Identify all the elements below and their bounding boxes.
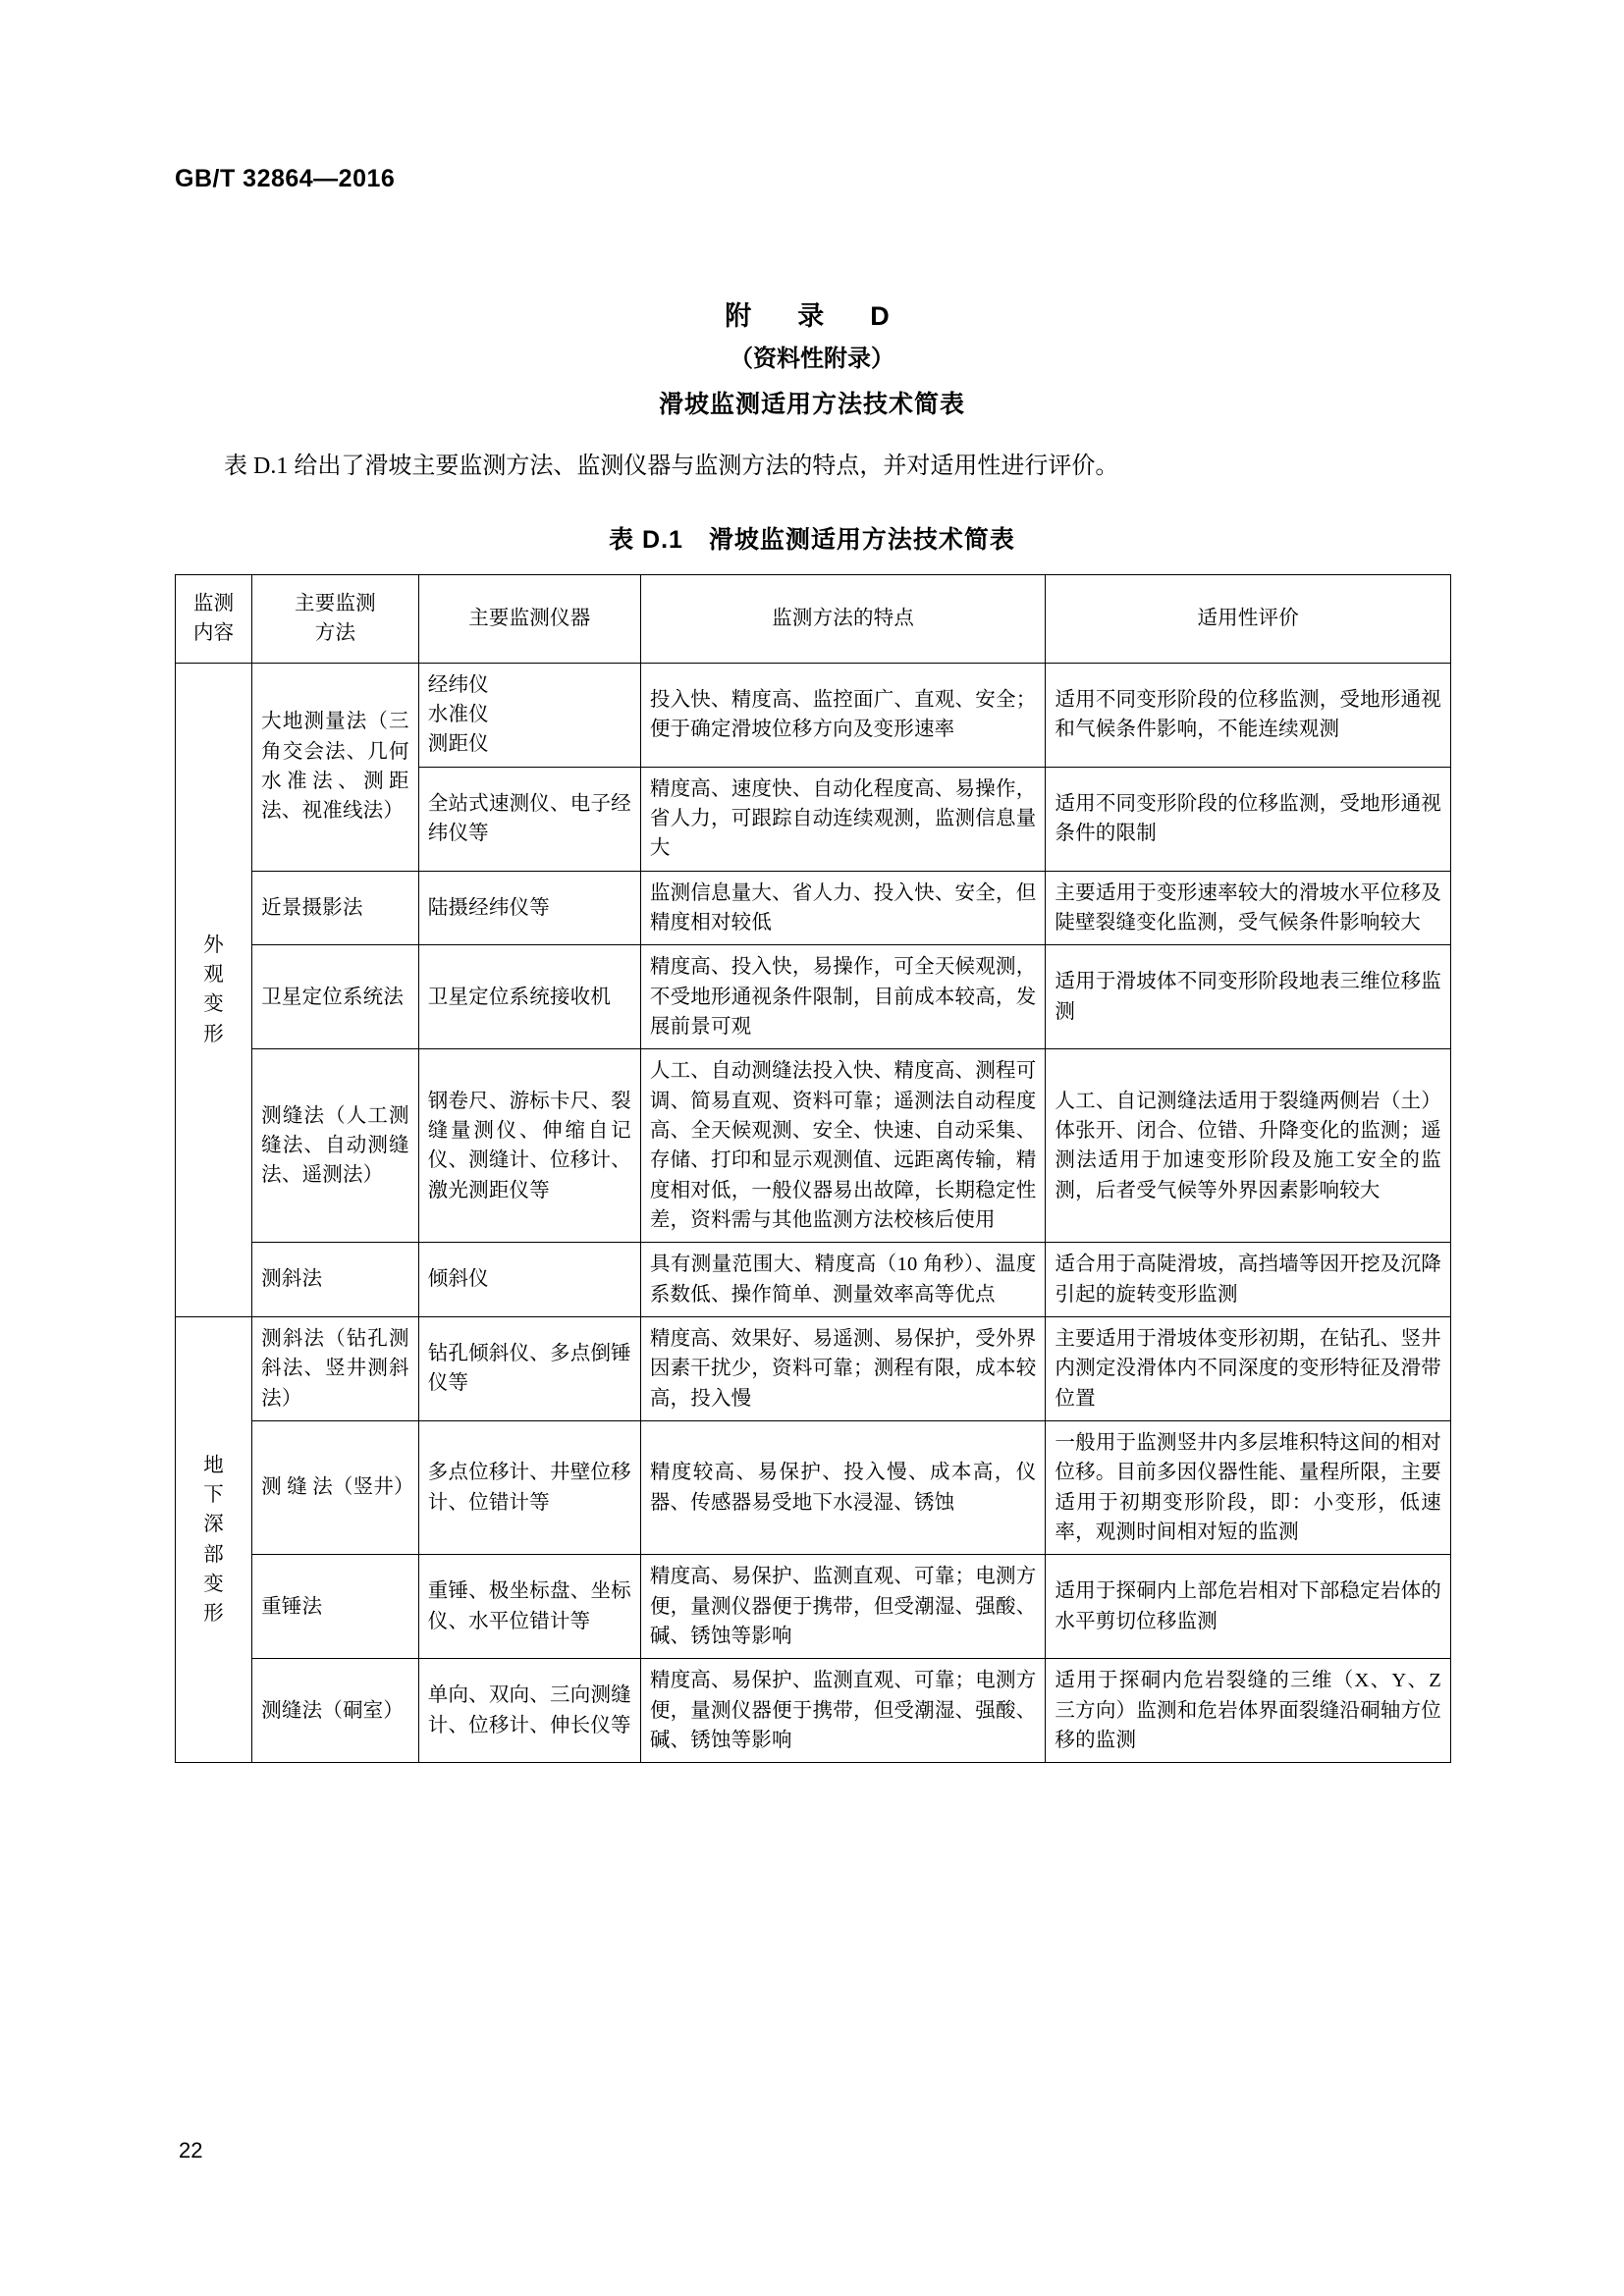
cell-method: 近景摄影法 xyxy=(252,871,419,945)
cell-feature: 精度高、效果好、易遥测、易保护，受外界因素干扰少，资料可靠；测程有限，成本较高，投入慢 xyxy=(640,1316,1046,1420)
table-row xyxy=(176,1420,1451,1554)
cell-feature: 人工、自动测缝法投入快、精度高、测程可调、简易直观、资料可靠；遥测法自动程度高、全天候观测、安全、快速、自动采集、存储、打印和显示观测值、远距离传输，精度相对低，一般仪器易出故障，长期稳定性差，资料需与其他监测方法校核后使用 xyxy=(640,1049,1046,1243)
cell-evaluation: 人工、自记测缝法适用于裂缝两侧岩（土）体张开、闭合、位错、升降变化的监测；遥测法适用于加速变形阶段及施工安全的监测，后者受气候等外界因素影响较大 xyxy=(1046,1049,1451,1243)
cell-instrument: 陆摄经纬仪等 xyxy=(418,871,640,945)
monitoring-methods-table xyxy=(175,574,1451,1763)
group-label-char-5: 变 xyxy=(203,1573,224,1595)
cell-instrument: 倾斜仪 xyxy=(418,1243,640,1317)
cell-method: 大地测量法（三角交会法、几何水准法、测距法、视准线法） xyxy=(252,663,419,871)
cell-evaluation: 适用于探硐内上部危岩相对下部稳定岩体的水平剪切位移监测 xyxy=(1046,1555,1451,1659)
group-label-char-1: 地 xyxy=(203,1454,224,1476)
group-label-underground-deformation xyxy=(176,1316,252,1762)
group-label-external-deformation xyxy=(176,663,252,1316)
column-header-content-line2: 内容 xyxy=(192,622,235,645)
group-label-char-1: 外 xyxy=(203,934,224,956)
cell-method: 测 缝 法（竖井） xyxy=(252,1420,419,1554)
cell-instrument: 单向、双向、三向测缝计、位移计、伸长仪等 xyxy=(418,1659,640,1763)
cell-evaluation: 一般用于监测竖井内多层堆积特这间的相对位移。目前多因仪器性能、量程所限，主要适用于初期变形阶段，即：小变形，低速率，观测时间相对短的监测 xyxy=(1046,1420,1451,1554)
instrument-line-1: 经纬仪 xyxy=(427,673,489,696)
cell-feature: 精度高、易保护、监测直观、可靠；电测方便，量测仪器便于携带，但受潮湿、强酸、碱、锈蚀等影响 xyxy=(640,1659,1046,1763)
column-header-content xyxy=(176,575,252,664)
cell-feature: 精度高、投入快，易操作，可全天候观测，不受地形通视条件限制，目前成本较高，发展前景可观 xyxy=(640,945,1046,1049)
standard-number-header: GB/T 32864—2016 xyxy=(175,165,396,192)
cell-instrument: 重锤、极坐标盘、坐标仪、水平位错计等 xyxy=(418,1555,640,1659)
table-row xyxy=(176,1243,1451,1317)
cell-method: 测斜法 xyxy=(252,1243,419,1317)
group-label-char-2: 下 xyxy=(203,1483,224,1506)
table-row xyxy=(176,1316,1451,1420)
group-label-char-3: 深 xyxy=(203,1514,224,1536)
table-row xyxy=(176,663,1451,767)
annex-name: 滑坡监测适用方法技术简表 xyxy=(658,391,965,418)
cell-evaluation: 适用不同变形阶段的位移监测，受地形通视条件的限制 xyxy=(1046,767,1451,871)
table-row xyxy=(176,871,1451,945)
cell-feature: 精度高、易保护、监测直观、可靠；电测方便，量测仪器便于携带，但受潮湿、强酸、碱、锈蚀等影响 xyxy=(640,1555,1046,1659)
cell-instrument: 卫星定位系统接收机 xyxy=(418,945,640,1049)
cell-instrument: 钢卷尺、游标卡尺、裂缝量测仪、伸缩自记仪、测缝计、位移计、激光测距仪等 xyxy=(418,1049,640,1243)
cell-method: 重锤法 xyxy=(252,1555,419,1659)
cell-evaluation: 主要适用于变形速率较大的滑坡水平位移及陡壁裂缝变化监测，受气候条件影响较大 xyxy=(1046,871,1451,945)
cell-method: 测斜法（钻孔测斜法、竖井测斜法） xyxy=(252,1316,419,1420)
column-header-content-line1: 监测 xyxy=(192,593,235,614)
cell-feature: 具有测量范围大、精度高（10 角秒）、温度系数低、操作简单、测量效率高等优点 xyxy=(640,1243,1046,1317)
page-number: 22 xyxy=(179,2138,203,2163)
table-row xyxy=(176,1659,1451,1763)
group-label-char-3: 变 xyxy=(203,993,224,1016)
cell-evaluation: 适合用于高陡滑坡，高挡墙等因开挖及沉降引起的旋转变形监测 xyxy=(1046,1243,1451,1317)
cell-method: 测缝法（硐室） xyxy=(252,1659,419,1763)
group-label-char-2: 观 xyxy=(203,963,224,986)
column-header-instrument: 主要监测仪器 xyxy=(418,575,640,664)
cell-instrument: 全站式速测仪、电子经纬仪等 xyxy=(418,767,640,871)
table-body xyxy=(176,663,1451,1763)
intro-paragraph: 表 D.1 给出了滑坡主要监测方法、监测仪器与监测方法的特点，并对适用性进行评价。 xyxy=(224,454,1119,479)
column-header-method-line1: 主要监测 xyxy=(295,593,376,614)
cell-method: 测缝法（人工测缝法、自动测缝法、遥测法） xyxy=(252,1049,419,1243)
cell-evaluation: 适用不同变形阶段的位移监测，受地形通视和气候条件影响，不能连续观测 xyxy=(1046,663,1451,767)
cell-evaluation: 主要适用于滑坡体变形初期，在钻孔、竖井内测定没滑体内不同深度的变形特征及滑带位置 xyxy=(1046,1316,1451,1420)
annex-type: （资料性附录） xyxy=(730,346,894,372)
cell-instrument xyxy=(418,663,640,767)
cell-evaluation: 适用于滑坡体不同变形阶段地表三维位移监测 xyxy=(1046,945,1451,1049)
table-row xyxy=(176,945,1451,1049)
cell-feature: 精度高、速度快、自动化程度高、易操作，省人力，可跟踪自动连续观测，监测信息量大 xyxy=(640,767,1046,871)
table-header-row xyxy=(176,575,1451,664)
group-label-char-6: 形 xyxy=(203,1603,224,1626)
column-header-feature: 监测方法的特点 xyxy=(640,575,1046,664)
table-row xyxy=(176,1049,1451,1243)
table-row xyxy=(176,1555,1451,1659)
annex-title: 附 录 D xyxy=(725,301,899,331)
group-label-char-4: 部 xyxy=(203,1543,224,1566)
cell-instrument: 多点位移计、井壁位移计、位错计等 xyxy=(418,1420,640,1554)
instrument-line-3: 测距仪 xyxy=(427,733,489,756)
cell-instrument: 钻孔倾斜仪、多点倒锤仪等 xyxy=(418,1316,640,1420)
instrument-line-2: 水准仪 xyxy=(427,703,489,725)
table-header xyxy=(176,575,1451,664)
column-header-evaluation: 适用性评价 xyxy=(1046,575,1451,664)
column-header-method xyxy=(252,575,419,664)
column-header-method-line2: 方法 xyxy=(314,622,356,645)
cell-feature: 监测信息量大、省人力、投入快、安全，但精度相对较低 xyxy=(640,871,1046,945)
group-label-char-4: 形 xyxy=(203,1023,224,1045)
cell-evaluation: 适用于探硐内危岩裂缝的三维（X、Y、Z三方向）监测和危岩体界面裂缝沿硐轴方位移的监测 xyxy=(1046,1659,1451,1763)
table-caption: 表 D.1 滑坡监测适用方法技术简表 xyxy=(609,526,1015,554)
cell-feature: 精度较高、易保护、投入慢、成本高，仪器、传感器易受地下水浸湿、锈蚀 xyxy=(640,1420,1046,1554)
cell-feature: 投入快、精度高、监控面广、直观、安全；便于确定滑坡位移方向及变形速率 xyxy=(640,663,1046,767)
cell-method: 卫星定位系统法 xyxy=(252,945,419,1049)
